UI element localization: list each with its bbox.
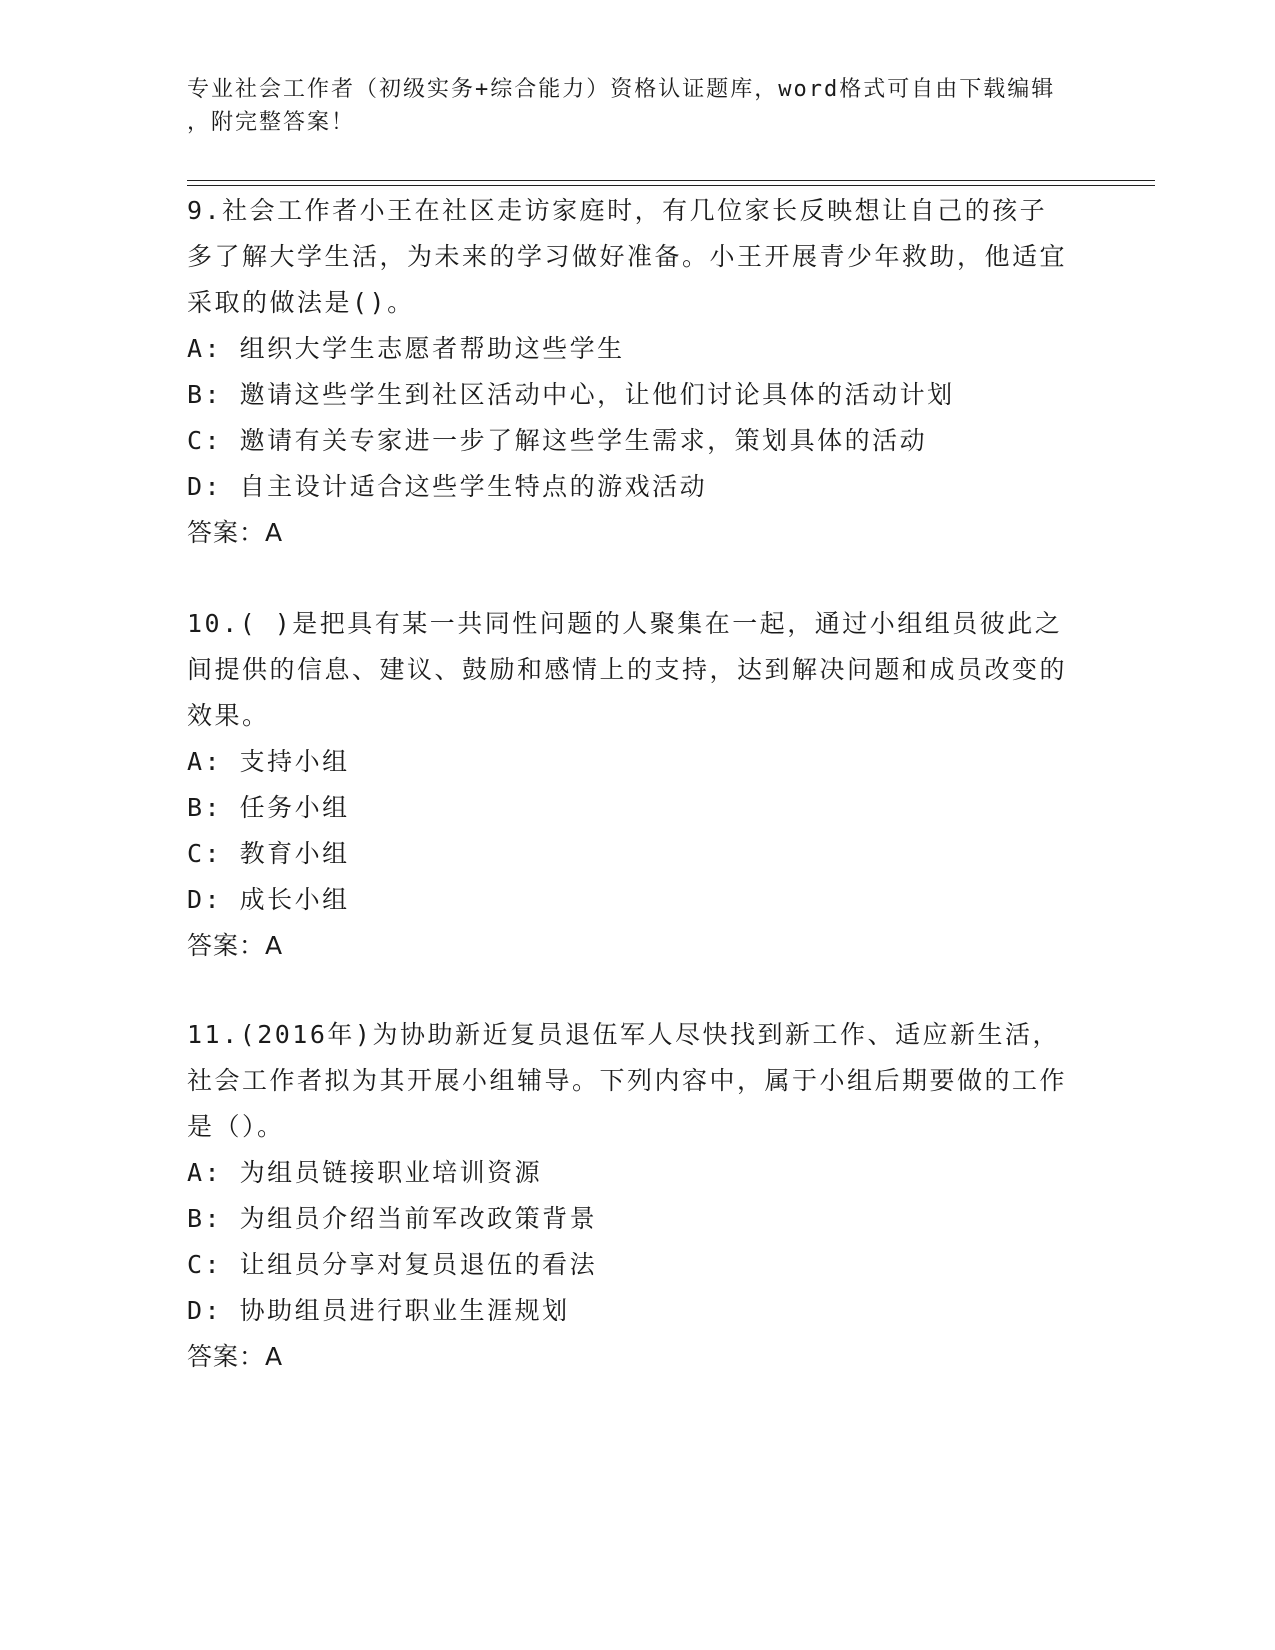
header-line-2: ，附完整答案！ bbox=[187, 110, 356, 135]
header-divider-bottom bbox=[187, 185, 1155, 186]
option-a: A: 为组员链接职业培训资源 bbox=[187, 1158, 543, 1187]
question-9 bbox=[187, 188, 1067, 556]
option-c: C: 让组员分享对复员退伍的看法 bbox=[187, 1250, 598, 1279]
header-line-1: 专业社会工作者（初级实务+综合能力）资格认证题库，word格式可自由下载编辑 bbox=[187, 77, 1056, 102]
option-c: C: 邀请有关专家进一步了解这些学生需求，策划具体的活动 bbox=[187, 426, 928, 455]
question-stem: 11.(2016年)为协助新近复员退伍军人尽快找到新工作、适应新生活，社会工作者拟为其开展小组辅导。下列内容中，属于小组后期要做的工作是（）。 bbox=[187, 1020, 1068, 1141]
question-11 bbox=[187, 1012, 1067, 1380]
question-10 bbox=[187, 601, 1067, 969]
option-a: A: 组织大学生志愿者帮助这些学生 bbox=[187, 334, 625, 363]
question-stem: 9.社会工作者小王在社区走访家庭时，有几位家长反映想让自己的孩子多了解大学生活，为未来的学习做好准备。小王开展青少年救助，他适宜采取的做法是()。 bbox=[187, 196, 1068, 317]
option-b: B: 任务小组 bbox=[187, 793, 350, 822]
question-stem: 10.( )是把具有某一共同性问题的人聚集在一起，通过小组组员彼此之间提供的信息、建议、鼓励和感情上的支持，达到解决问题和成员改变的效果。 bbox=[187, 609, 1068, 730]
option-d: D: 自主设计适合这些学生特点的游戏活动 bbox=[187, 472, 708, 501]
document-header bbox=[187, 73, 1087, 139]
option-d: D: 成长小组 bbox=[187, 885, 350, 914]
option-b: B: 为组员介绍当前军改政策背景 bbox=[187, 1204, 598, 1233]
option-b: B: 邀请这些学生到社区活动中心，让他们讨论具体的活动计划 bbox=[187, 380, 955, 409]
option-a: A: 支持小组 bbox=[187, 747, 350, 776]
option-c: C: 教育小组 bbox=[187, 839, 350, 868]
answer-label: 答案：A bbox=[187, 931, 284, 960]
answer-label: 答案：A bbox=[187, 1342, 284, 1371]
answer-label: 答案：A bbox=[187, 518, 284, 547]
option-d: D: 协助组员进行职业生涯规划 bbox=[187, 1296, 570, 1325]
header-divider-top bbox=[187, 180, 1155, 181]
